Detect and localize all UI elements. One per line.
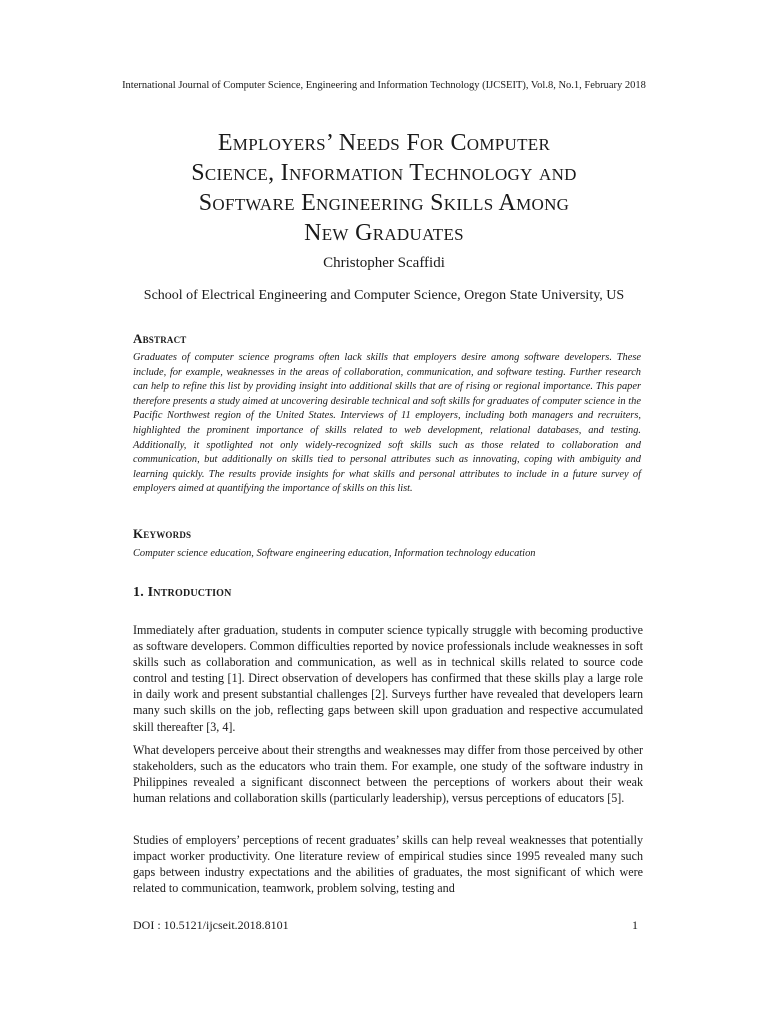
title-line: Software Engineering Skills Among (198, 190, 570, 216)
introduction-heading: 1. Introduction (133, 585, 232, 600)
author-affiliation: School of Electrical Engineering and Computer Science, Oregon State University, US (143, 288, 625, 303)
title-line: Employers’ Needs For Computer (217, 130, 551, 156)
running-header: International Journal of Computer Science, Engineering and Information Technology (IJCSEIT), Vol.8, No.1, February 2018 (122, 80, 646, 91)
keywords-heading: Keywords (133, 526, 192, 541)
author-name: Christopher Scaffidi (323, 255, 445, 271)
paper-title (100, 128, 668, 248)
footer-doi: DOI : 10.5121/ijcseit.2018.8101 (133, 918, 289, 932)
keywords-text: Computer science education, Software engineering education, Information technology education (133, 548, 536, 559)
intro-paragraph: Immediately after graduation, students in computer science typically struggle with becoming productive as software developers. Common difficulties reported by novice professionals include weaknesses in soft skills such as collaboration and communication, as well as in technical skills related to source code control and testing [1]. Direct observation of developers has confirmed that these skills play a large role in daily work and present substantial challenges [2]. Surveys further have revealed that developers learn many such skills on the job, reflecting gaps between skill upon graduation and respective accumulated skill thereafter [3, 4]. (133, 623, 643, 734)
abstract-text: Graduates of computer science programs often lack skills that employers desire among software developers. These include, for example, weaknesses in the areas of collaboration, communication, and software testing. Further research can help to refine this list by providing insight into additional skills that are of rising or regional importance. This paper therefore presents a study aimed at uncovering desirable technical and soft skills for graduates of computer science in the Pacific Northwest region of the United States. Interviews of 11 employers, including both managers and recruiters, highlighted the prominent importance of skills related to web development, relational databases, and testing. Additionally, it spotlighted not only widely-recognized soft skills such as those related to collaboration and communication, but additionally on skills tied to personal attributes such as innovating, coping with ambiguity and learning quickly. The results provide insights for what skills and personal attributes to include in a future survey of employers aimed at quantifying the importance of skills on this list. (133, 352, 641, 495)
title-line: New Graduates (304, 220, 464, 246)
title-line: Science, Information Technology and (191, 160, 577, 186)
intro-paragraph: What developers perceive about their strengths and weaknesses may differ from those perceived by other stakeholders, such as the educators who train them. For example, one study of the software industry in Philippines revealed a significant disconnect between the perceptions of workers about their weak human relations and collaboration skills (particularly leadership), versus perceptions of educators [5]. (133, 743, 643, 806)
page-number: 1 (632, 918, 638, 932)
abstract-heading: Abstract (133, 331, 187, 346)
intro-paragraph: Studies of employers’ perceptions of recent graduates’ skills can help reveal weaknesses that potentially impact worker productivity. One literature review of empirical studies since 1995 revealed many such gaps between industry expectations and the abilities of graduates, the most significant of which were related to communication, teamwork, problem solving, testing and (133, 833, 643, 896)
